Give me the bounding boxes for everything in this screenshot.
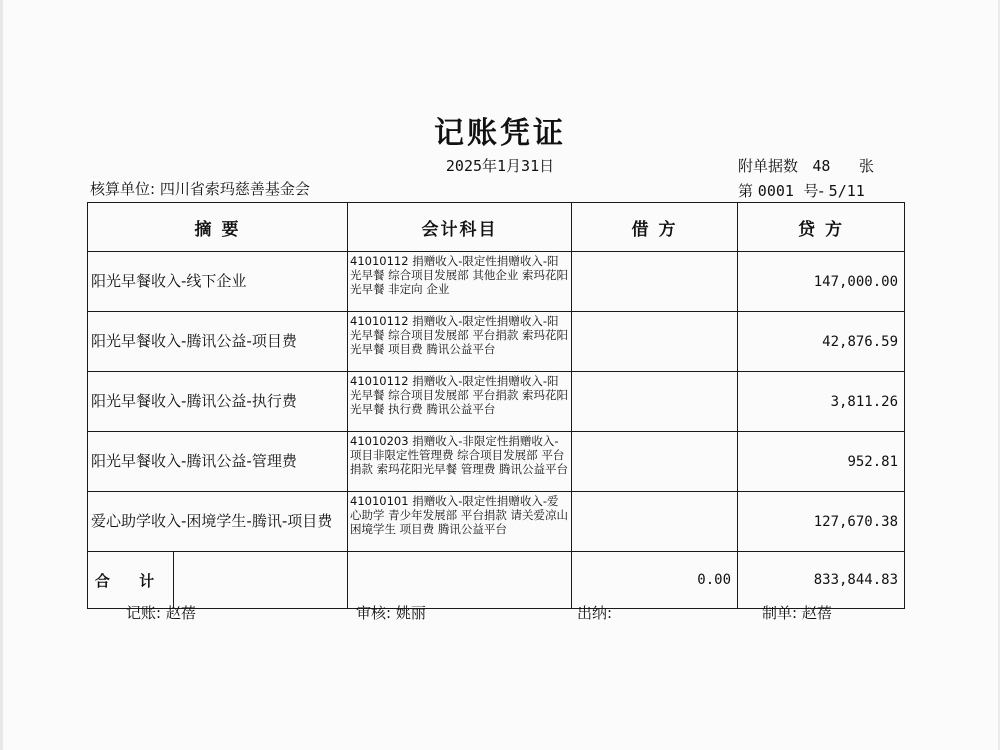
reviewer-label: 审核:: [356, 604, 392, 622]
attachment-count: [738, 155, 874, 176]
total-empty-cell: [174, 552, 348, 609]
bookkeeper: [126, 602, 196, 623]
reviewer-name: 姚丽: [395, 604, 426, 622]
total-credit: 833,844.83: [738, 552, 905, 609]
bookkeeper-label: 记账:: [126, 604, 162, 622]
row-credit: 147,000.00: [738, 252, 905, 312]
row-debit: [572, 372, 738, 432]
reviewer: [356, 602, 426, 623]
row-summary: 阳光早餐收入-腾讯公益-执行费: [88, 372, 348, 432]
total-account-cell: [348, 552, 572, 609]
voucher-date: 2025年1月31日: [445, 157, 555, 175]
voucher-title: 记账凭证: [434, 116, 566, 151]
table-row: [88, 432, 905, 492]
row-summary: 爱心助学收入-困境学生-腾讯-项目费: [88, 492, 348, 552]
row-credit: 127,670.38: [738, 492, 905, 552]
row-credit: 3,811.26: [738, 372, 905, 432]
row-account: 41010101 捐赠收入-限定性捐赠收入-爱心助学 青少年发展部 平台捐款 请关爱凉山困境学生 项目费 腾讯公益平台: [348, 492, 572, 552]
total-row: [88, 552, 905, 609]
table-row: [88, 252, 905, 312]
table-row: [88, 372, 905, 432]
table-row: [88, 492, 905, 552]
row-account: 41010112 捐赠收入-限定性捐赠收入-阳光早餐 综合项目发展部 平台捐款 索玛花阳光早餐 执行费 腾讯公益平台: [348, 372, 572, 432]
header-account: 会计科目: [348, 203, 572, 252]
preparer: [762, 602, 832, 623]
voucher-table: [87, 202, 905, 609]
table-header-row: [88, 203, 905, 252]
preparer-name: 赵蓓: [801, 604, 832, 622]
row-credit: 952.81: [738, 432, 905, 492]
row-account: 41010203 捐赠收入-非限定性捐赠收入-项目非限定性管理费 综合项目发展部 平台捐款 索玛花阳光早餐 管理费 腾讯公益平台: [348, 432, 572, 492]
cashier: [577, 602, 617, 623]
header-debit: 借 方: [572, 203, 738, 252]
total-label: 合 计: [88, 552, 174, 609]
row-summary: 阳光早餐收入-线下企业: [88, 252, 348, 312]
row-debit: [572, 432, 738, 492]
row-summary: 阳光早餐收入-腾讯公益-管理费: [88, 432, 348, 492]
row-account: 41010112 捐赠收入-限定性捐赠收入-阳光早餐 综合项目发展部 其他企业 索玛花阳光早餐 非定向 企业: [348, 252, 572, 312]
voucher-number-value: 0001: [757, 182, 794, 200]
cashier-label: 出纳:: [577, 604, 613, 622]
voucher-suffix: 号-: [803, 182, 824, 200]
attachment-unit: 张: [859, 157, 875, 175]
attachment-number: 48: [812, 157, 831, 175]
unit-label: 核算单位:: [90, 180, 156, 198]
voucher-prefix: 第: [738, 182, 754, 200]
row-summary: 阳光早餐收入-腾讯公益-项目费: [88, 312, 348, 372]
row-account: 41010112 捐赠收入-限定性捐赠收入-阳光早餐 综合项目发展部 平台捐款 索玛花阳光早餐 项目费 腾讯公益平台: [348, 312, 572, 372]
total-debit: 0.00: [572, 552, 738, 609]
row-credit: 42,876.59: [738, 312, 905, 372]
table-row: [88, 312, 905, 372]
voucher-page: 5/11: [828, 182, 865, 200]
attachment-label: 附单据数: [738, 157, 799, 175]
accounting-unit: [90, 178, 310, 199]
voucher-number: [738, 180, 865, 201]
header-summary: 摘 要: [88, 203, 348, 252]
row-debit: [572, 252, 738, 312]
unit-value: 四川省索玛慈善基金会: [159, 180, 310, 198]
header-credit: 贷 方: [738, 203, 905, 252]
row-debit: [572, 492, 738, 552]
bookkeeper-name: 赵蓓: [165, 604, 196, 622]
row-debit: [572, 312, 738, 372]
preparer-label: 制单:: [762, 604, 798, 622]
